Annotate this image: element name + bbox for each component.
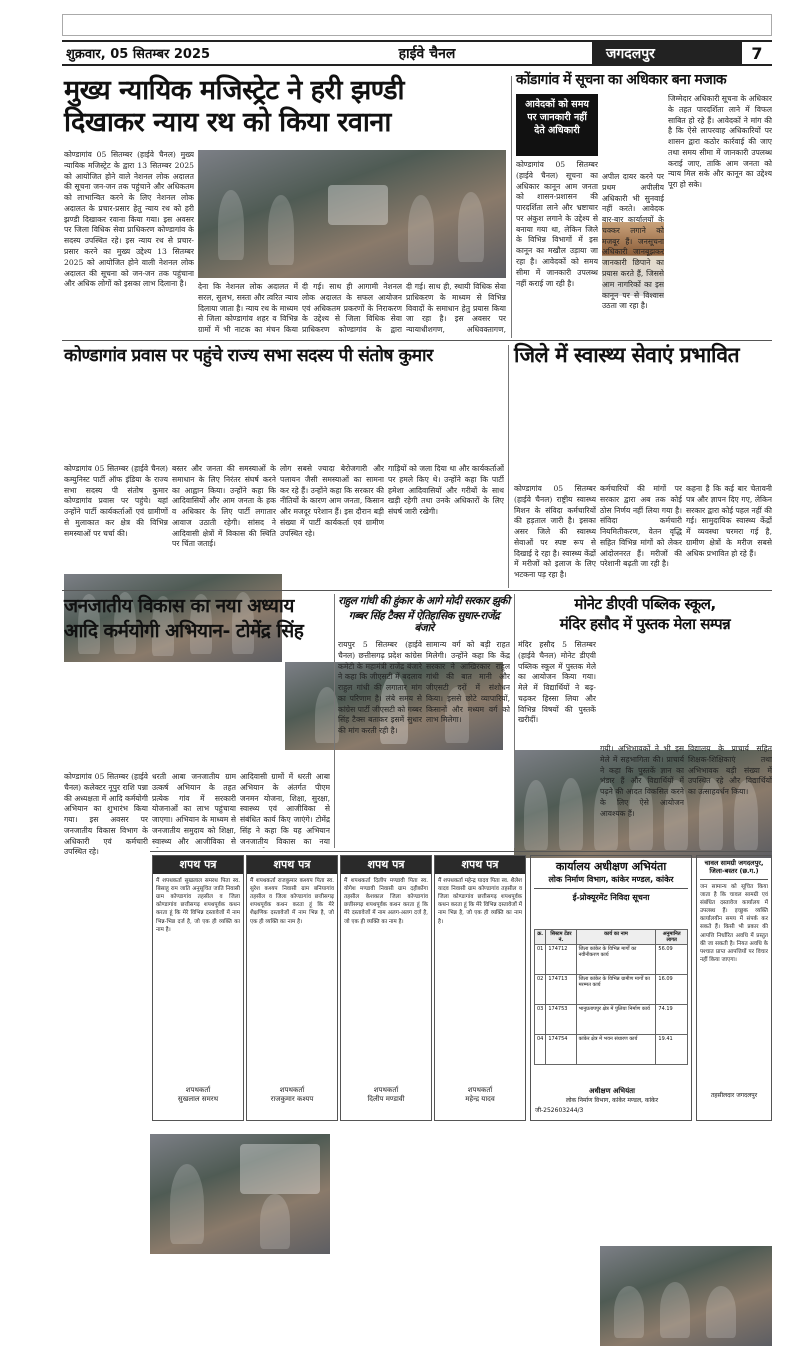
shapath-box-2 bbox=[246, 855, 338, 1121]
top-story-col3: दी गई। साथ ही आगामी नेशनल लोक अदालत के सफल आयोजन एवं अधिकतम प्रकरणों के निराकरण के उद्देश्य से जिला विधिक सेवा प्राधिकरण कोण्डागांव के द्वारा bbox=[302, 282, 402, 335]
shapath-box-3 bbox=[340, 855, 432, 1121]
school-headline-line1: मोनेट डीएवी पब्लिक स्कूल, bbox=[574, 595, 716, 613]
tender-dept: लोक निर्माण विभाग, कांकेर मण्डल, कांकेर bbox=[548, 875, 674, 884]
rti-col1: कोण्डागांव 05 सितम्बर (हाईवे चैनल) सूचना का अधिकार कानून आम जनता को शासन-प्रशासन की पारदर्शिता लाने और भ्रष्टाचार पर अंकुश लगाने के उद्देश्य से बनाया गया था, लेकिन जिले के विभिन्न विभागों में इस कानून का मखौल उड़ाया जा रहा है। आवेदकों को समय सीमा में जानकारी उपलब्ध नहीं कराई जा रही है। bbox=[516, 160, 598, 288]
tribal-headline-line1: जनजातीय विकास का नया अध्याय bbox=[64, 595, 294, 617]
shapath-body: मैं शपथकर्ता दिलीप मण्डावी पिता स्व. योगेश मण्डावी निवासी ग्राम दहीकोंगा तहसील केशकाल जिला कोण्डागांव छत्तीसगढ़ शपथपूर्वक कथन करता हूं कि मेरे दस्तावेजों में नाम अलग-अलग दर्ज है, जो एक ही व्यक्ति का नाम है। bbox=[344, 878, 428, 925]
tender-cell: 74.19 bbox=[656, 1005, 688, 1035]
shapath-sign-label: शपथकर्ता bbox=[467, 1086, 493, 1094]
masthead-date: शुक्रवार, 05 सितम्बर 2025 bbox=[66, 47, 211, 62]
tender-cell: 04 bbox=[535, 1035, 546, 1065]
tribal-headline bbox=[64, 596, 326, 643]
shapath-box-4 bbox=[434, 855, 526, 1121]
tender-cell: कांकेर क्षेत्र में भवन संधारण कार्य bbox=[576, 1035, 656, 1065]
tender-cell: 01 bbox=[535, 945, 546, 975]
rahul-col1: रायपुर 5 सितम्बर (हाईवे चैनल) छत्तीसगढ़ प्रदेश कांग्रेस कमेटी के महामंत्री राजेंद्र बंजारे ने कहा कि जीएसटी में बदलाव राहुल गांधी की लगातार मांग का परिणाम है। लंबे समय से कांग्रेस पार्टी जीएसटी को गब्बर सिंह टैक्स बताकर इसमें सुधार की मांग करती रही है। bbox=[338, 640, 422, 736]
shapath-body: मैं शपथकर्ता सुखलाल समरथ पिता स्व. बिसाहू राम जाति अनुसूचित जाति निवासी ग्राम कोण्डागांव तहसील व जिला कोण्डागांव छत्तीसगढ़ शपथपूर्वक कथन करता हूं कि मेरे विभिन्न दस्तावेजों में नाम भिन्न-भिन्न दर्ज है, जो एक ही व्यक्ति का नाम है। bbox=[156, 878, 240, 933]
top-story-col4: दी गई। साथ ही, स्थायी विधिक सेवा प्राधिकरण के माध्यम से विभिन्न विवादों के समाधान हेतु प्रयास किया जा रहा है। इस अवसर पर न्यायाधीशगण, अधिवक्तागण, bbox=[406, 282, 506, 335]
tribal-headline-line2: आदि कर्मयोगी अभियान- टोमेंद्र सिंह bbox=[64, 620, 304, 643]
tender-notice-title: ई-प्रोक्यूरमेंट निविदा सूचना bbox=[572, 893, 650, 902]
school-col3: विद्यालय के प्राचार्य सहित शिक्षक-शिक्षिकाएं तथा अभिभावक बड़ी संख्या में उपस्थित रहे और विद्यार्थियों का उत्साहवर्धन किया। bbox=[688, 744, 772, 797]
tender-cell: 19.41 bbox=[656, 1035, 688, 1065]
rahul-headline-line1: राहुल गांधी की हुंकार के आगे मोदी सरकार झुकी bbox=[338, 595, 510, 607]
rti-headline: कोंडागांव में सूचना का अधिकार बना मजाक bbox=[516, 72, 727, 88]
rahul-headline-line2: गब्बर सिंह टैक्स में ऐतिहासिक सुधार-राजेंद्र बंजारे bbox=[348, 609, 500, 634]
school-headline bbox=[518, 596, 772, 633]
shapath-sign-name: महेन्द्र यादव bbox=[465, 1095, 495, 1104]
right-notice-sign: तहसीलदार जगदलपुर bbox=[710, 1091, 758, 1099]
top-story-col1: कोण्डागांव 05 सितम्बर (हाईवे चैनल) मुख्य न्यायिक मजिस्ट्रेट के द्वारा 13 सितम्बर 2025 को आयोजित होने वाले नेशनल लोक अदालत की सूचना जन-जन तक पहुंचाने और अधिकतम को लाभान्वित करने के लिए नेशनल लोक अदालत के प्रचार-प्रसार हेतु न्याय रथ को हरी झण्डी दिखाकर रवाना किया गया। इस अवसर पर जिला विधिक सेवा प्राधिकरण कोण्डागांव के सदस्य उपस्थित रहे। इस न्याय रथ से प्रचार-प्रसार करने का मुख्य उद्देश्य 13 सितम्बर 2025 को आयोजित होने वाली नेशनल लोक अदालत की सूचना को जन-जन तक पहुंचाना और अधिक लोगों को इसका लाभ दिलाना है। bbox=[64, 150, 194, 289]
school-photo bbox=[600, 1246, 772, 1346]
shapath-title: शपथ पत्र bbox=[247, 856, 337, 874]
top-story-headline-line1: मुख्य न्यायिक मजिस्ट्रेट ने हरी झण्डी bbox=[64, 75, 405, 106]
rajyasabha-col1: कोण्डागांव 05 सितम्बर (हाईवे चैनल) कम्युनिस्ट पार्टी ऑफ इंडिया के राज्य सभा सदस्य पी संतोष कुमार कोण्डागांव प्रवास पर पहुंचे। यहां उन्होंने पार्टी कार्यकर्ताओं एवं ग्रामीणों से मुलाकात कर क्षेत्र की विभिन्न समस्याओं पर चर्चा की। bbox=[64, 464, 168, 538]
shapath-sign-name: सुखलाल समरथ bbox=[177, 1095, 219, 1104]
page-number: 7 bbox=[751, 43, 763, 63]
tribal-photo bbox=[150, 1134, 330, 1254]
shapath-sign-label: शपथकर्ता bbox=[279, 1086, 305, 1094]
health-col2: कर्मचारियों की मांगों पर सरकार द्वारा अब तक कोई ठोस निर्णय नहीं लिया गया है। संविदा कर्मचारी नियमितीकरण, वेतन वृद्धि सहित विभिन्न मांगों को लेकर आंदोलनरत हैं। मरीजों की परेशानी बढ़ती जा रही है। bbox=[600, 484, 682, 569]
shapath-title: शपथ पत्र bbox=[435, 856, 525, 874]
tender-cell: 174753 bbox=[546, 1005, 576, 1035]
tribal-col3: आदिवासी ग्रामों में धरती आबा अभियान के अंतर्गत पीएम जनमन योजना, शिक्षा, सुरक्षा, स्वास्थ्य एवं आजीविका से संबंधित कार्य किए जाएंगे। टोमेंद्र सिंह ने कहा कि यह अभियान जनजातीय विकास का नया bbox=[240, 772, 330, 846]
tender-notice bbox=[530, 855, 692, 1121]
shapath-sign-name: राजकुमार कश्यप bbox=[270, 1095, 314, 1104]
school-col1: मंदिर हसौद 5 सितम्बर (हाईवे चैनल) मोनेट डीएवी पब्लिक स्कूल में पुस्तक मेले का आयोजन किया गया। मेले में विद्यार्थियों ने बढ़-चढ़कर हिस्सा लिया और विभिन्न विषयों की पुस्तकें खरीदीं। bbox=[518, 640, 596, 725]
top-story-col2: देना कि नेशनल लोक अदालत में सरल, सुलभ, सस्ता और त्वरित न्याय दिलाया जाता है। न्याय रथ के माध्यम से जिला कोण्डागांव शहर व विभिन्न ग्रामों में भी नाटक का मंचन किया bbox=[198, 282, 298, 335]
tender-col-header: क्र. bbox=[535, 930, 546, 945]
tender-cell: 02 bbox=[535, 975, 546, 1005]
tender-col-header: सिस्टम टेंडर नं. bbox=[546, 930, 576, 945]
tender-footer-ref: जी-252603244/3 bbox=[535, 1107, 584, 1114]
top-story-headline bbox=[64, 76, 504, 138]
health-col1: कोण्डागांव 05 सितम्बर (हाईवे चैनल) राष्ट्रीय स्वास्थ्य मिशन के संविदा कर्मचारियों की हड़ताल जारी है। इसका असर जिले की स्वास्थ्य सेवाओं पर स्पष्ट रूप से दिखाई दे रहा है। स्वास्थ्य केंद्रों में मरीजों को इलाज के लिए भटकना पड़ रहा है। bbox=[514, 484, 596, 580]
tender-cell: 56.09 bbox=[656, 945, 688, 975]
tender-cell: जिला कांकेर के विभिन्न ग्रामीण मार्गों का मरम्मत कार्य bbox=[576, 975, 656, 1005]
rajyasabha-col3: लोग सबसे ज्यादा बेरोजगारी और पलायन जैसी समस्याओं का सामना कर रहे हैं। उन्होंने कहा कि सरकार की नीतियों के कारण आम जनता, किसान और मजदूर परेशान हैं। इस दौरान बड़ी संख्या में पार्टी कार्यकर्ता एवं ग्रामीण उपस्थित रहे। bbox=[280, 464, 384, 538]
rti-col3: जिम्मेदार अधिकारी सूचना के अधिकार के तहत पारदर्शिता लाने में विफल साबित हो रहे हैं। आवेदकों ने मांग की है कि ऐसे लापरवाह अधिकारियों पर शासन द्वारा कठोर कार्रवाई की जाए तथा समय सीमा में जानकारी उपलब्ध कराई जाए, ताकि आम जनता को न्याय मिल सके और कानून का उद्देश्य पूरा हो सके। bbox=[668, 94, 772, 190]
tender-footer-sign: अधीक्षण अभियंता bbox=[589, 1087, 635, 1095]
rahul-col2: सामान्य वर्ग को बड़ी राहत मिलेगी। उन्होंने कहा कि केंद्र सरकार ने आखिरकार राहुल गांधी की बात मानी और जीएसटी दरों में संशोधन किया। इससे छोटे व्यापारियों, किसानों और मध्यम वर्ग को लाभ मिलेगा। bbox=[426, 640, 510, 725]
health-col3: कहना है कि कई बार चेतावनी पत्र और ज्ञापन दिए गए, लेकिन सरकार द्वारा कोई पहल नहीं की गई। सामुदायिक स्वास्थ्य केंद्रों में व्यवस्था चरमरा गई है, ग्रामीण क्षेत्रों के मरीज सबसे अधिक प्रभावित हो रहे हैं। bbox=[686, 484, 772, 558]
tender-cell: 174712 bbox=[546, 945, 576, 975]
table-row bbox=[535, 1035, 688, 1065]
right-notice-title: चावल सामग्री जगदलपुर, जिला-बस्तर (छ.ग.) bbox=[700, 859, 768, 880]
tender-intro bbox=[534, 905, 688, 927]
tribal-col1: कोण्डागांव 05 सितम्बर (हाईवे चैनल) कलेक्टर नूपुर राशि पन्ना की अध्यक्षता में आदि कर्मयोगी अभियान का शुभारंभ किया गया। इस अवसर पर जनजातीय विकास विभाग के अधिकारी एवं कर्मचारी उपस्थित रहे। bbox=[64, 772, 148, 857]
health-headline: जिले में स्वास्थ्य सेवाएं प्रभावित bbox=[514, 343, 740, 367]
shapath-body: मैं शपथकर्ता राजकुमार कश्यप पिता स्व. सुरेश कश्यप निवासी ग्राम बनियागांव तहसील व जिला कोण्डागांव छत्तीसगढ़ शपथपूर्वक कथन करता हूं कि मेरे शैक्षणिक दस्तावेजों में नाम भिन्न है, जो एक ही व्यक्ति का नाम है। bbox=[250, 878, 334, 925]
tender-cell: 03 bbox=[535, 1005, 546, 1035]
shapath-sign-label: शपथकर्ता bbox=[373, 1086, 399, 1094]
tender-cell: जिला कांकेर के विभिन्न मार्गों का नवीनीकरण कार्य bbox=[576, 945, 656, 975]
tender-office: कार्यालय अधीक्षण अभियंता bbox=[555, 860, 667, 873]
top-story-photo bbox=[198, 150, 506, 278]
tender-cell: 174713 bbox=[546, 975, 576, 1005]
tender-cell: 16.09 bbox=[656, 975, 688, 1005]
tender-col-header: कार्य का नाम bbox=[576, 930, 656, 945]
table-row bbox=[535, 1005, 688, 1035]
tender-cell: 174754 bbox=[546, 1035, 576, 1065]
table-row bbox=[535, 945, 688, 975]
tender-col-header: अनुमानित लागत bbox=[656, 930, 688, 945]
top-blank-strip bbox=[62, 14, 772, 36]
top-story-headline-line2: दिखाकर न्याय रथ को किया रवाना bbox=[64, 107, 391, 139]
rajyasabha-col2: बस्तर और जनता की समस्याओं के समाधान के लिए निरंतर संघर्ष करने का आह्वान किया। उन्होंने कहा कि आदिवासियों और आम जनता के हक व अधिकार के लिए पार्टी लगातार आवाज उठाती रहेगी। सांसद ने आदिवासी क्षेत्रों में विकास की स्थिति पर चिंता जताई। bbox=[172, 464, 276, 549]
rti-col2: अपील दायर करने पर प्रथम अपीलीय अधिकारी भी सुनवाई नहीं करते। आवेदक बार-बार कार्यालयों के चक्कर लगाने को मजबूर हैं। जनसूचना अधिकारी जानबूझकर जानकारी छिपाने का प्रयास करते हैं, जिससे आम नागरिकों का इस कानून पर से विश्वास उठता जा रहा है। bbox=[602, 172, 664, 311]
tender-footer-dept: लोक निर्माण विभाग, कांकेर मण्डल, कांकेर bbox=[565, 1097, 659, 1104]
shapath-sign-name: दिलीप मण्डावी bbox=[367, 1095, 405, 1104]
tender-table bbox=[534, 929, 688, 1065]
shapath-title: शपथ पत्र bbox=[153, 856, 243, 874]
right-notice bbox=[696, 855, 772, 1121]
shapath-sign-label: शपथकर्ता bbox=[185, 1086, 211, 1094]
school-col2: गयी। अभिभावकों ने भी इस मेले में सहभागिता की। प्राचार्य ने कहा कि पुस्तकें ज्ञान का भंडार हैं और विद्यार्थियों में पढ़ने की आदत विकसित करने के लिए ऐसे आयोजन आवश्यक हैं। bbox=[600, 744, 684, 818]
table-row bbox=[535, 975, 688, 1005]
school-headline-line2: मंदिर हसौद में पुस्तक मेला सम्पन्न bbox=[559, 614, 731, 633]
rajyasabha-col4: गाड़ियों को जला दिया था और कार्यकर्ताओं पर हमले किए थे। उन्होंने कहा कि पार्टी हमेशा आदिवासियों और गरीबों के साथ खड़ी रहेगी तथा उनके अधिकारों के लिए संघर्ष जारी रखेगी। bbox=[388, 464, 504, 517]
tribal-col2: धरती आबा जनजातीय ग्राम उत्कर्ष अभियान के तहत प्रत्येक गांव में सरकारी योजनाओं का लाभ पहुंचाया जाएगा। अभियान के माध्यम से जनजातीय समुदाय को शिक्षा, स्वास्थ्य और आजीविका से bbox=[152, 772, 236, 846]
masthead-city: जगदलपुर bbox=[592, 42, 742, 64]
rahul-headline bbox=[338, 596, 510, 634]
tender-cell: भानुप्रतापपुर क्षेत्र में पुलिया निर्माण कार्य bbox=[576, 1005, 656, 1035]
right-notice-body: जन सामान्य को सूचित किया जाता है कि चावल सामग्री एवं संबंधित दस्तावेज कार्यालय में उपलब्ध हैं। इच्छुक व्यक्ति कार्यालयीन समय में संपर्क कर सकते हैं। किसी भी प्रकार की आपत्ति निर्धारित अवधि में प्रस्तुत की जा सकती है। नियत अवधि के पश्चात प्राप्त आपत्तियों पर विचार नहीं किया जाएगा। bbox=[700, 883, 768, 963]
shapath-body: मैं शपथकर्ता महेन्द्र यादव पिता स्व. शैलेश यादव निवासी ग्राम कोण्डागांव तहसील व जिला कोण्डागांव छत्तीसगढ़ शपथपूर्वक कथन करता हूं कि मेरे विभिन्न दस्तावेजों में नाम भिन्न है, जो एक ही व्यक्ति का नाम है। bbox=[438, 878, 522, 925]
shapath-box-1 bbox=[152, 855, 244, 1121]
masthead bbox=[62, 40, 772, 66]
rti-blackbox: आवेदकों को समय पर जानकारी नहीं देते अधिकारी bbox=[516, 94, 598, 156]
masthead-name: हाईवे चैनल bbox=[398, 45, 456, 62]
shapath-title: शपथ पत्र bbox=[341, 856, 431, 874]
rajyasabha-headline: कोण्डागांव प्रवास पर पहुंचे राज्य सभा सदस्य पी संतोष कुमार bbox=[64, 346, 433, 366]
